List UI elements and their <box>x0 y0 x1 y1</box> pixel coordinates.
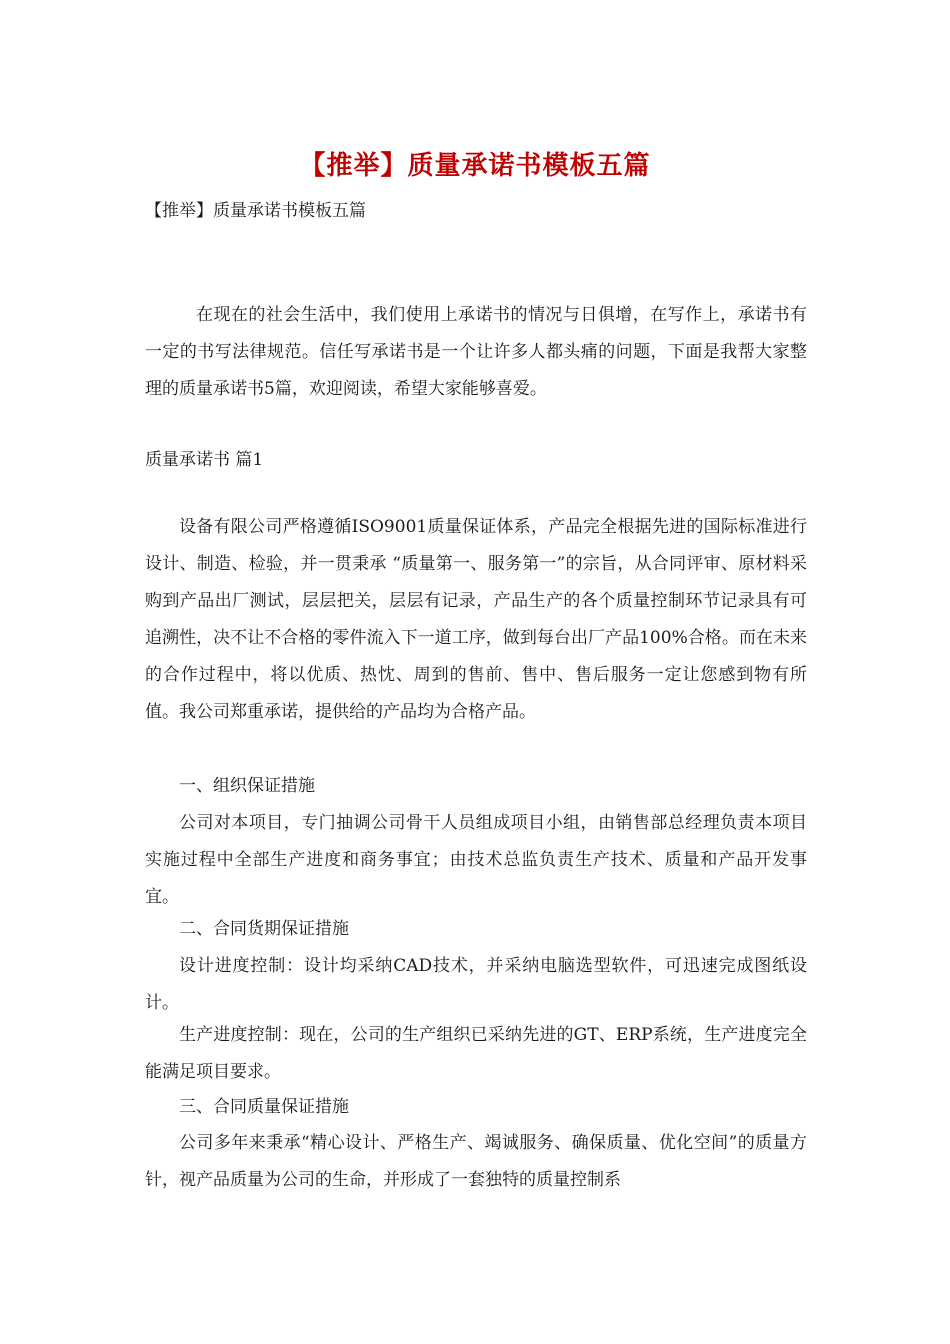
item-text-organization: 公司对本项目，专门抽调公司骨干人员组成项目小组，由销售部总经理负责本项目实施过程中全部生产进度和商务事宜；由技术总监负责生产技术、质量和产品开发事宜。 <box>145 813 807 907</box>
item-heading-schedule: 二、合同货期保证措施 <box>179 919 349 939</box>
item-text-quality: 公司多年来秉承“精心设计、严格生产、竭诚服务、确保质量、优化空间”的质量方针，视产品质量为公司的生命，并形成了一套独特的质量控制系 <box>145 1133 807 1190</box>
intro-paragraph: 在现在的社会生活中，我们使用上承诺书的情况与日俱增，在写作上，承诺书有一定的书写法律规范。信任写承诺书是一个让许多人都头痛的问题，下面是我帮大家整理的质量承诺书5篇，欢迎阅读，希望大家能够喜爱。 <box>145 305 807 399</box>
item-text-production-schedule: 生产进度控制：现在，公司的生产组织已采纳先进的GT、ERP系统，生产进度完全能满足项目要求。 <box>145 1025 807 1082</box>
item-text-design-schedule: 设计进度控制：设计均采纳CAD技术，并采纳电脑选型软件，可迅速完成图纸设计。 <box>145 956 807 1013</box>
item-heading-quality: 三、合同质量保证措施 <box>179 1097 349 1117</box>
section-paragraph: 设备有限公司严格遵循ISO9001质量保证体系，产品完全根据先进的国际标准进行设计、制造、检验，并一贯秉承 “质量第一、服务第一”的宗旨，从合同评审、原材料采购到产品出厂测试，层层把关，层层有记录，产品生产的各个质量控制环节记录具有可追溯性，决不让不合格的零件流入下一道工序，做到每台出厂产品100%合格。而在未来的合作过程中，将以优质、热忱、周到的售前、售中、售后服务一定让您感到物有所值。我公司郑重承诺，提供给的产品均为合格产品。 <box>145 517 807 722</box>
document-subtitle: 【推举】质量承诺书模板五篇 <box>145 201 366 221</box>
document-title: 【推举】质量承诺书模板五篇 <box>299 151 651 181</box>
section-heading: 质量承诺书 篇1 <box>145 450 264 470</box>
item-heading-organization: 一、组织保证措施 <box>179 776 315 796</box>
